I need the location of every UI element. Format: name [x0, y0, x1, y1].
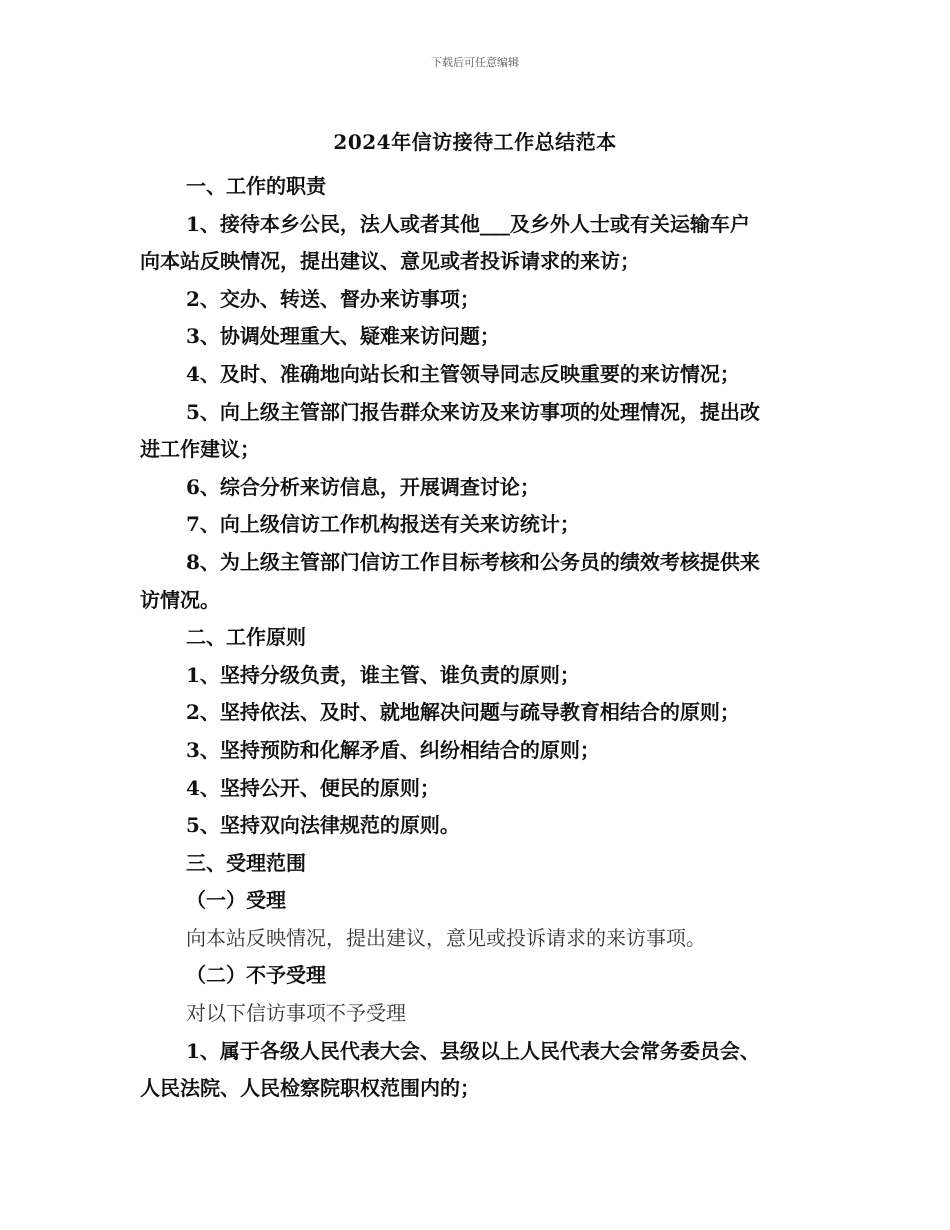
text-line: 访情况。 — [140, 587, 220, 612]
text-line: 1、坚持分级负责，谁主管、谁负责的原则； — [186, 662, 580, 687]
text-line: 2、坚持依法、及时、就地解决问题与疏导教育相结合的原则； — [186, 700, 740, 725]
text-line: （一）受理 — [186, 888, 286, 913]
text-line: 对以下信访事项不予受理 — [186, 1001, 406, 1026]
text-line: 3、坚持预防和化解矛盾、纠纷相结合的原则； — [186, 737, 600, 762]
text-line: 三、受理范围 — [186, 850, 306, 875]
text-line: 一、工作的职责 — [186, 174, 326, 198]
text-line: 1、接待本乡公民，法人或者其他___及乡外人士或有关运输车户 — [186, 211, 750, 236]
page-header-note: 下载后可任意编辑 — [431, 56, 519, 69]
text-line: 3、协调处理重大、疑难来访问题； — [186, 324, 500, 349]
text-line: 4、及时、准确地向站长和主管领导同志反映重要的来访情况； — [186, 361, 740, 386]
text-line: 人民法院、人民检察院职权范围内的； — [140, 1076, 480, 1101]
text-line: 7、向上级信访工作机构报送有关来访统计； — [186, 512, 580, 537]
text-line: 2、交办、转送、督办来访事项； — [186, 286, 480, 311]
text-line: 5、向上级主管部门报告群众来访及来访事项的处理情况，提出改 — [186, 399, 760, 424]
text-line: 向本站反映情况，提出建议、意见或者投诉请求的来访； — [140, 249, 640, 274]
text-line: 5、坚持双向法律规范的原则。 — [186, 813, 460, 838]
text-line: （二）不予受理 — [186, 963, 326, 988]
text-line: 二、工作原则 — [186, 625, 306, 650]
text-line: 1、属于各级人民代表大会、县级以上人民代表大会常务委员会、 — [186, 1038, 760, 1063]
text-line: 向本站反映情况，提出建议，意见或投诉请求的来访事项。 — [186, 925, 706, 950]
text-line: 6、综合分析来访信息，开展调查讨论； — [186, 474, 540, 499]
document-body — [140, 168, 810, 1108]
text-line: 8、为上级主管部门信访工作目标考核和公务员的绩效考核提供来 — [186, 549, 760, 574]
text-line: 进工作建议； — [140, 437, 260, 462]
document-title: 2024年信访接待工作总结范本 — [333, 130, 617, 154]
text-line: 4、坚持公开、便民的原则； — [186, 775, 440, 800]
